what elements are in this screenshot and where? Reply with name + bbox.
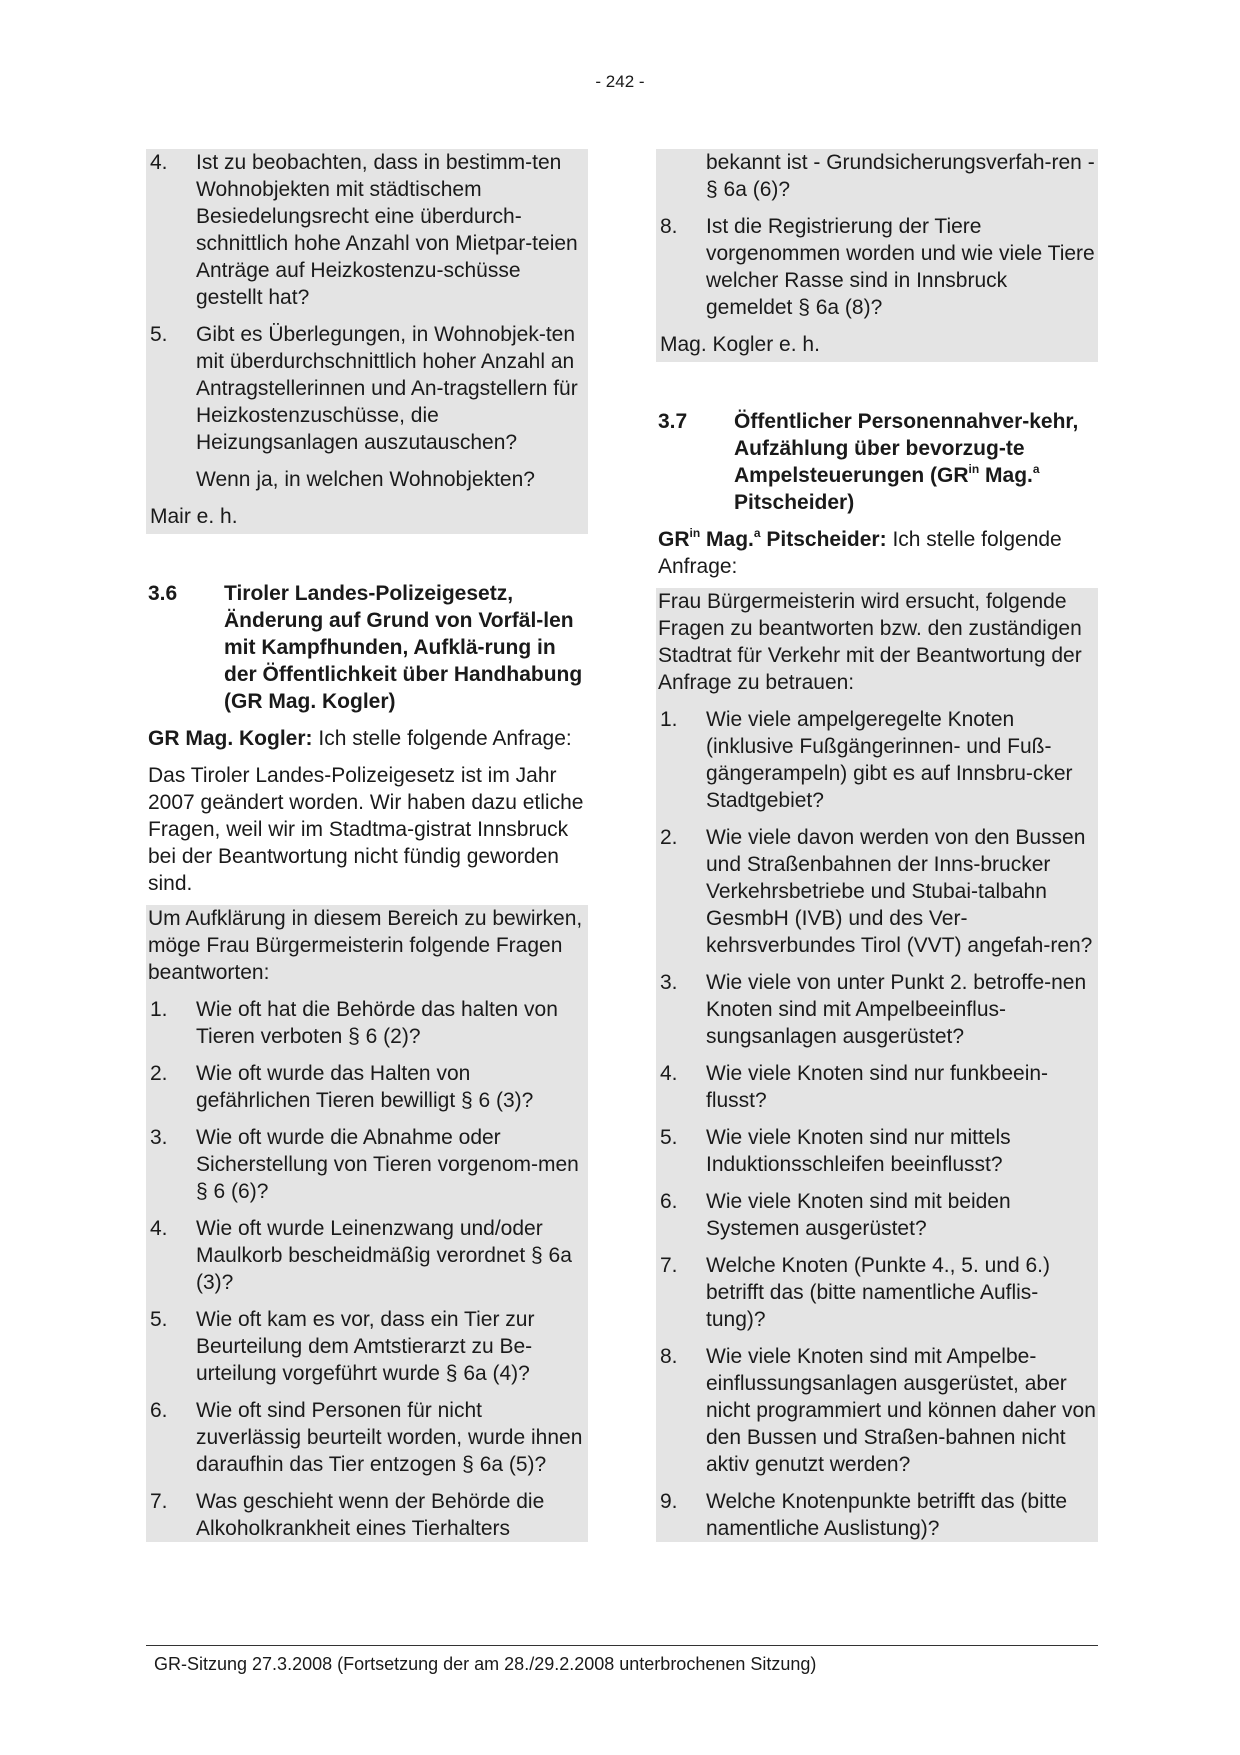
item-text: Welche Knoten (Punkte 4., 5. und 6.) betrifft das (bitte namentliche Auflis-tung)? (706, 1254, 1050, 1331)
item-text: Was geschieht wenn der Behörde die Alkoholkrankheit eines Tierhalters (196, 1490, 545, 1540)
item-number: 4. (150, 151, 168, 174)
item-number: 8. (660, 1345, 678, 1368)
question-block-heating (146, 149, 588, 534)
item-text: Wenn ja, in welchen Wohnobjekten? (196, 468, 535, 491)
speaker-line (656, 526, 1098, 580)
item-number: 6. (150, 1399, 168, 1422)
item-number: 4. (660, 1062, 678, 1085)
section-title: Tiroler Landes-Polizeigesetz, Änderung auf Grund von Vorfäl-len mit Kampfhunden, Aufklä-rung in der Öffentlichkeit über Handhabung (GR Mag. Kogler) (224, 582, 583, 713)
item-number: 1. (150, 998, 168, 1021)
list-item (148, 1060, 586, 1114)
item-text: Wie viele Knoten sind nur mittels Induktionsschleifen beeinflusst? (706, 1126, 1011, 1176)
item-number: 4. (150, 1217, 168, 1240)
speaker-text: Ich stelle folgende Anfrage: (658, 528, 1062, 578)
item-text: bekannt ist - Grundsicherungsverfah-ren - § 6a (6)? (706, 151, 1095, 201)
item-number: 3. (150, 1126, 168, 1149)
question-block-police-law (146, 905, 588, 1542)
item-number: 9. (660, 1490, 678, 1513)
item-number: 1. (660, 708, 678, 731)
signoff: Mair e. h. (150, 505, 238, 528)
list-item (658, 1343, 1096, 1478)
question-block-continuation (656, 149, 1098, 362)
list-item (148, 1306, 586, 1387)
request-paragraph: Um Aufklärung in diesem Bereich zu bewirken, möge Frau Bürgermeisterin folgende Fragen beantworten: (148, 907, 583, 984)
item-text: Gibt es Überlegungen, in Wohnobjek-ten mit überdurchschnittlich hoher Anzahl an Antragstellerinnen und An-tragstellern für Heizkostenzuschüsse, die Heizungsanlagen auszutauschen? (196, 323, 578, 454)
list-item (658, 1252, 1096, 1333)
speaker-name: $GR^{in}$ Mag.$^a$ Pitscheider: (658, 526, 887, 551)
section-title: Öffentlicher Personennahver-kehr, Aufzählung über bevorzug-te Ampelsteuerungen ($GR^{in}$ Mag.$^a$ Pitscheider) (734, 410, 1079, 514)
item-text: Ist die Registrierung der Tiere vorgenommen worden und wie viele Tiere welcher Rasse sind in Innsbruck gemeldet § 6a (8)? (706, 215, 1095, 319)
item-text: Wie viele Knoten sind mit beiden Systemen ausgerüstet? (706, 1190, 1011, 1240)
speaker-name: GR Mag. Kogler: (148, 727, 313, 750)
list-item (658, 969, 1096, 1050)
item-text: Wie oft sind Personen für nicht zuverlässig beurteilt worden, wurde ihnen daraufhin das Tier entzogen § 6a (5)? (196, 1399, 583, 1476)
list-item (658, 213, 1096, 321)
speaker-text: Ich stelle folgende Anfrage: (318, 727, 572, 750)
list-item (148, 321, 586, 456)
intro-paragraph: Das Tiroler Landes-Polizeigesetz ist im Jahr 2007 geändert worden. Wir haben dazu etliche Fragen, weil wir im Stadtma-gistrat Innsbruck bei der Beantwortung nicht fündig geworden sind. (148, 764, 584, 895)
list-item (658, 1188, 1096, 1242)
section-heading (146, 580, 588, 715)
speaker-line (146, 725, 588, 752)
item-text: Wie viele von unter Punkt 2. betroffe-nen Knoten sind mit Ampelbeeinflus-sungsanlagen ausgerüstet? (706, 971, 1087, 1048)
list-item-continuation (658, 149, 1096, 203)
page-number: - 242 - (595, 72, 645, 91)
item-text: Wie viele Knoten sind mit Ampelbe-einflussungsanlagen ausgerüstet, aber nicht programmiert und können daher von den Bussen und Straßen-bahnen nicht aktiv genutzt werden? (706, 1345, 1096, 1476)
item-text: Wie oft hat die Behörde das halten von Tieren verboten § 6 (2)? (196, 998, 558, 1048)
item-text: Wie viele davon werden von den Bussen und Straßenbahnen der Inns-brucker Verkehrsbetriebe und Stubai-talbahn GesmbH (IVB) und des Ver-kehrsverbundes Tirol (VVT) angefah-ren? (706, 826, 1093, 957)
item-number: 7. (660, 1254, 678, 1277)
item-number: 5. (150, 1308, 168, 1331)
item-number: 5. (150, 323, 168, 346)
item-text: Wie viele Knoten sind nur funkbeein-flusst? (706, 1062, 1049, 1112)
list-item (658, 1060, 1096, 1114)
list-item (148, 1215, 586, 1296)
left-column (146, 149, 588, 1542)
list-item (658, 706, 1096, 814)
list-item (148, 1488, 586, 1542)
section-number: 3.7 (658, 410, 688, 433)
item-text: Wie oft wurde die Abnahme oder Sicherstellung von Tieren vorgenom-men § 6 (6)? (196, 1126, 579, 1203)
list-item (658, 1124, 1096, 1178)
section-number: 3.6 (148, 582, 178, 605)
list-item-followup (148, 466, 586, 493)
item-number: 2. (150, 1062, 168, 1085)
section-heading (656, 408, 1098, 516)
item-text: Wie oft kam es vor, dass ein Tier zur Beurteilung dem Amtstierarzt zu Be-urteilung vorgeführt wurde § 6a (4)? (196, 1308, 535, 1385)
list-item (658, 824, 1096, 959)
footer-divider (146, 1645, 1098, 1646)
item-text: Ist zu beobachten, dass in bestimm-ten Wohnobjekten mit städtischem Besiedelungsrecht eine überdurch-schnittlich hohe Anzahl von Mietpar-teien Anträge auf Heizkostenzu-schüsse gestellt hat? (196, 151, 578, 309)
signoff: Mag. Kogler e. h. (660, 333, 820, 356)
item-text: Welche Knotenpunkte betrifft das (bitte namentliche Auslistung)? (706, 1490, 1068, 1540)
list-item (148, 1124, 586, 1205)
request-paragraph: Frau Bürgermeisterin wird ersucht, folgende Fragen zu beantworten bzw. den zuständigen Stadtrat für Verkehr mit der Beantwortung der Anfrage zu betrauen: (658, 590, 1082, 694)
page-footer: GR-Sitzung 27.3.2008 (Fortsetzung der am 28./29.2.2008 unterbrochenen Sitzung) (154, 1654, 817, 1674)
item-number: 2. (660, 826, 678, 849)
item-number: 3. (660, 971, 678, 994)
right-column (656, 149, 1098, 1542)
item-number: 5. (660, 1126, 678, 1149)
list-item (148, 149, 586, 311)
list-item (148, 996, 586, 1050)
item-text: Wie oft wurde das Halten von gefährlichen Tieren bewilligt § 6 (3)? (196, 1062, 534, 1112)
item-number: 7. (150, 1490, 168, 1513)
list-item (148, 1397, 586, 1478)
question-block-traffic (656, 588, 1098, 1542)
list-item (658, 1488, 1096, 1542)
item-text: Wie viele ampelgeregelte Knoten (inklusive Fußgängerinnen- und Fuß-gängerampeln) gibt es auf Innsbru-cker Stadtgebiet? (706, 708, 1073, 812)
item-number: 8. (660, 215, 678, 238)
item-number: 6. (660, 1190, 678, 1213)
item-text: Wie oft wurde Leinenzwang und/oder Maulkorb bescheidmäßig verordnet § 6a (3)? (196, 1217, 572, 1294)
